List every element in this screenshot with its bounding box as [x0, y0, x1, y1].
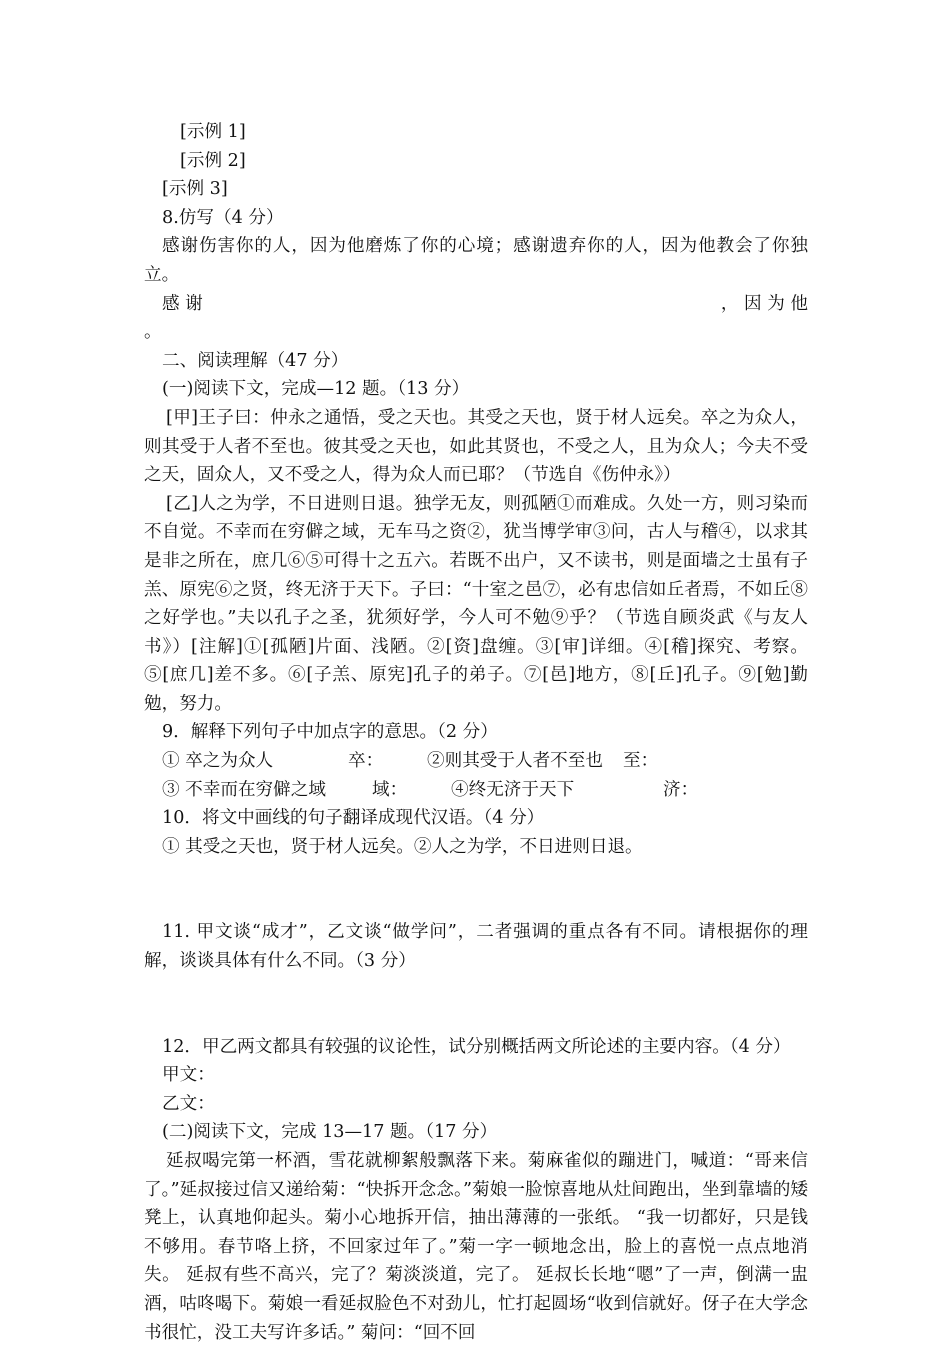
q11-text: 11. 甲文谈“成才”，乙文谈“做学问”，二者强调的重点各有不同。请根据你的理解，谈谈具体有什么不同。（3 分） [144, 922, 808, 972]
passage-yi: [乙]人之为学，不日进则日退。独学无友，则孤陋①而难成。久处一方，则习染而不自觉。不幸而在穷僻之域，无车马之资②，犹当博学审③问，古人与稽④，以求其是非之所在，庶几⑥⑤可得十之五六。若既不出户，又不读书，则是面墙之士虽有子羔、原宪⑥之贤，终无济于天下。子曰：“十室之邑⑦，必有忠信如丘者焉，不如丘⑧之好学也。”夫以孔子之圣，犹须好学，今人可不勉⑨乎？（节选自顾炎武《与友人书》）[注解]①[孤陋]片面、浅陋。②[资]盘缠。③[审]详细。④[稽]探究、考察。⑤[庶几]差不多。⑥[子羔、原宪]孔子的弟子。⑦[邑]地方，⑧[丘]孔子。⑨[勉]勤勉，努力。 [144, 493, 808, 714]
q9-item-row-1 [144, 747, 808, 776]
q12-jia-label: 甲文： [162, 1065, 215, 1086]
q8-blank-line [144, 290, 808, 319]
q9-item-3-answer: 域： [372, 779, 408, 800]
q8-title: 8.仿写（4 分） [162, 207, 284, 228]
q9-item-4-answer: 济： [663, 779, 699, 800]
q10-items: ① 其受之天也，贤于材人远矣。②人之为学，不日进则日退。 [162, 836, 643, 857]
section2-title: 二、阅读理解（47 分） [162, 350, 349, 371]
example-2-label: [示例 2] [180, 150, 246, 171]
q9-item-2-answer: 至： [623, 751, 659, 772]
answer-space [144, 861, 808, 918]
document-page [144, 118, 808, 1347]
q8-blank-left: 感 谢 [162, 293, 203, 314]
example-3-label: [示例 3] [162, 179, 228, 200]
q9-item-2: ②则其受于人者不至也 [427, 751, 603, 772]
q9-item-3: ③ 不幸而在穷僻之域 [162, 779, 326, 800]
q12-yi-label: 乙文： [162, 1093, 215, 1114]
passage-jia: [甲]王子曰：仲永之通悟，受之天也。其受之天也，贤于材人远矣。卒之为众人，则其受于人者不至也。彼其受之天也，如此其贤也，不受之人，且为众人；今夫不受之天，固众人，又不受之人，得为众人而已耶？（节选自《伤仲永》） [144, 407, 808, 486]
answer-space [144, 976, 808, 1033]
part1-title: (一)阅读下文，完成—12 题。（13 分） [162, 379, 470, 400]
example-1-label: [示例 1] [180, 122, 246, 142]
q8-blank-end: 。 [144, 322, 162, 343]
q9-item-1-answer: 卒： [348, 751, 384, 772]
part2-title: (二)阅读下文，完成 13—17 题。（17 分） [162, 1122, 498, 1143]
q10-title: 10．将文中画线的句子翻译成现代汉语。（4 分） [162, 808, 545, 829]
q8-blank-right: ， 因 为 他 [720, 293, 808, 314]
q12-text: 12．甲乙两文都具有较强的议论性，试分别概括两文所论述的主要内容。（4 分） [162, 1036, 791, 1057]
passage-story: 延叔喝完第一杯酒，雪花就柳絮般飘落下来。菊麻雀似的蹦进门，喊道：“哥来信了。”延叔接过信又递给菊：“快拆开念念。”菊娘一脸惊喜地从灶间跑出，坐到靠墙的矮凳上，认真地仰起头。菊小心地拆开信，抽出薄薄的一张纸。 “我一切都好，只是钱不够用。春节咯上挤，不回家过年了。”菊一字一顿地念出，脸上的喜悦一点点地消失。 延叔有些不高兴，完了？菊淡淡道，完了。 延叔长长地“嗯”了一声，倒满一盅酒，咕咚喝下。菊娘一看延叔脸色不对劲儿，忙打起圆场“收到信就好。伢子在大学念书很忙，没工夫写许多话。” 菊问：“回不回 [144, 1151, 808, 1343]
q8-prompt: 感谢伤害你的人，因为他磨炼了你的心境；感谢遗弃你的人，因为他教会了你独立。 [144, 236, 808, 285]
q9-item-1: ① 卒之为众人 [162, 751, 274, 772]
q9-item-4: ④终无济于天下 [451, 779, 575, 800]
q9-item-row-2 [144, 776, 808, 805]
q9-title: 9．解释下列句子中加点字的意思。（2 分） [162, 722, 498, 743]
